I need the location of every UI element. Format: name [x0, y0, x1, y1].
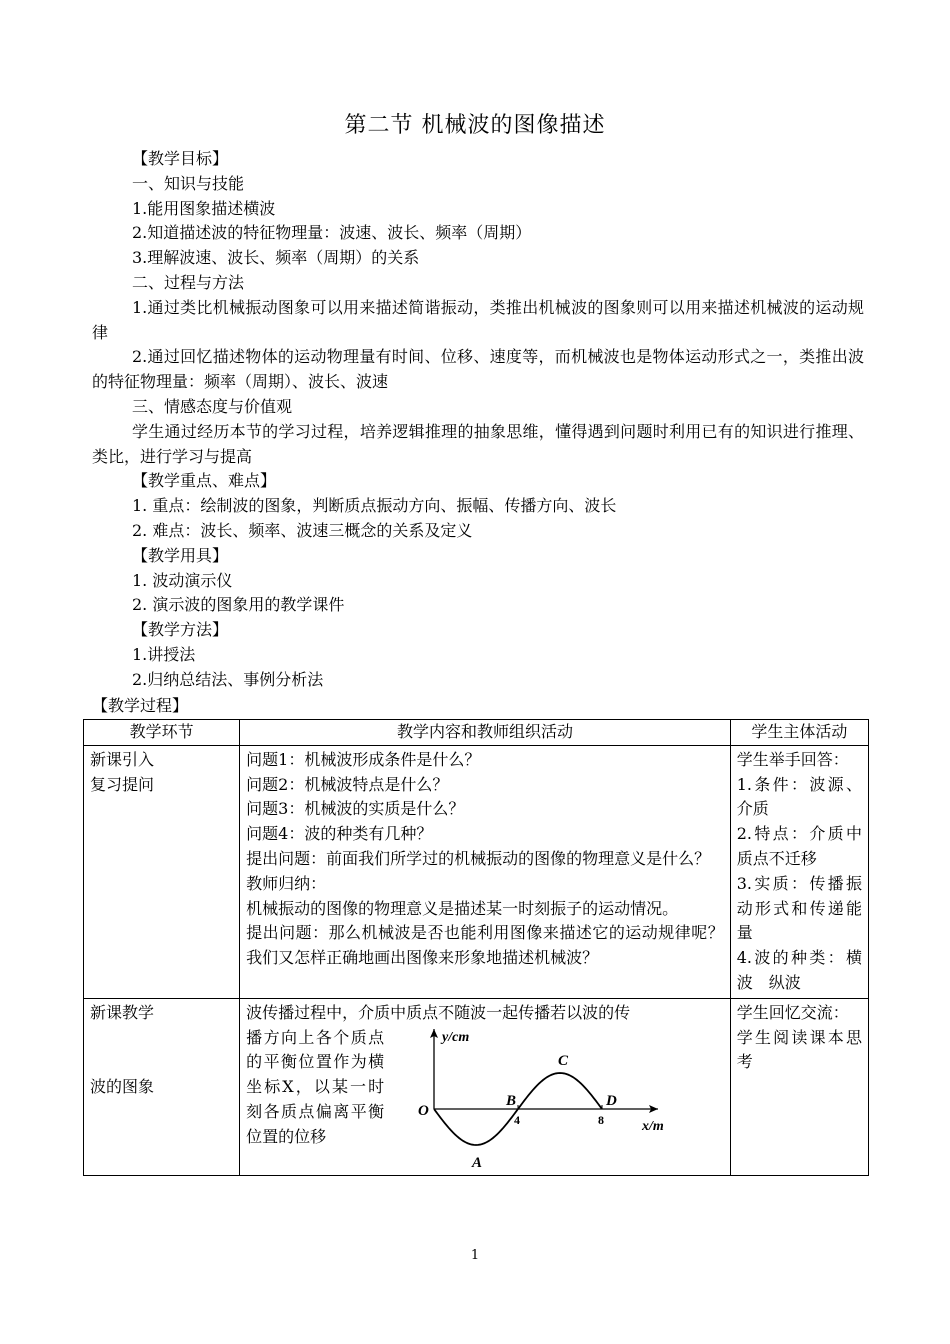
section-heading: 三、情感态度与价值观 [132, 396, 293, 416]
content-line: 提出问题：前面我们所学过的机械振动的图像的物理意义是什么？ [246, 848, 711, 868]
column-header: 教学内容和教师组织活动 [240, 720, 731, 746]
content-line: 问题1：机械波形成条件是什么？ [246, 749, 481, 769]
section-heading: 二、过程与方法 [132, 272, 245, 292]
keypoint-item: 1. 重点：绘制波的图象，判断质点振动方向、振幅、传播方向、波长 [132, 496, 617, 516]
content-line: 机械振动的图像的物理意义是描述某一时刻振子的运动情况。 [246, 898, 679, 918]
stage-label: 新课教学 [90, 1002, 155, 1022]
wave-chart [396, 1021, 696, 1171]
stage-cell [84, 745, 240, 998]
stage-label: 复习提问 [90, 774, 155, 794]
point-label-a: A [472, 1154, 483, 1171]
stage-label: 新课引入 [90, 749, 155, 769]
method-item: 2.归纳总结法、事例分析法 [132, 669, 324, 689]
x-tick-label: 8 [598, 1112, 605, 1127]
student-line: 2.特点：介质中质点不迁移 [736, 824, 862, 868]
student-line: 4.波的种类：横波 纵波 [736, 948, 862, 992]
table-row [84, 745, 869, 998]
content-line: 提出问题：那么机械波是否也能利用图像来描述它的运动规律呢？我们又怎样正确地画出图像来形象地描述机械波？ [246, 923, 724, 968]
page-title: 第二节 机械波的图像描述 [344, 113, 606, 138]
tool-item: 2. 演示波的图象用的教学课件 [132, 595, 345, 615]
wave-section [246, 1001, 724, 1173]
methods-header: 【教学方法】 [132, 620, 229, 640]
objective-item: 1.能用图象描述横波 [132, 198, 276, 218]
table-row [84, 998, 869, 1175]
point-label-b: B [506, 1092, 517, 1109]
process-header: 【教学过程】 [92, 696, 189, 715]
section-heading: 一、知识与技能 [132, 173, 245, 193]
content-line: 波传播过程中，介质中质点不随波一起传播若以波的传 [246, 1002, 631, 1022]
table-header-row [84, 720, 869, 746]
tools-header: 【教学用具】 [132, 545, 229, 565]
y-axis-label: y/cm [442, 1029, 470, 1045]
point-label-d: D [606, 1092, 617, 1109]
student-line: 学生回忆交流： [736, 1002, 849, 1022]
student-cell [730, 998, 868, 1175]
lesson-body [92, 147, 864, 693]
point-label-o: O [418, 1102, 429, 1119]
content-line: 问题3：机械波的实质是什么？ [246, 799, 465, 819]
student-line: 学生阅读课本思考 [736, 1027, 862, 1072]
content-line: 问题4：波的种类有几种？ [246, 824, 433, 844]
objectives-header: 【教学目标】 [132, 149, 229, 168]
keypoints-header: 【教学重点、难点】 [132, 471, 277, 491]
student-line: 3.实质：传播振动形式和传递能量 [736, 873, 862, 943]
tool-item: 1. 波动演示仪 [132, 570, 233, 590]
student-line: 1.条件：波源、介质 [736, 774, 862, 819]
content-text: 播方向上各个质点的平衡位置作为横坐标X，以某一时刻各质点偏离平衡位置的位移 [246, 1027, 385, 1146]
objective-paragraph: 2.通过回忆描述物体的运动物理量有时间、位移、速度等，而机械波也是物体运动形式之一，类推出波的特征物理量：频率（周期）、波长、波速 [92, 347, 864, 392]
x-axis-label: x/m [642, 1118, 664, 1134]
stage-cell [84, 998, 240, 1175]
method-item: 1.讲授法 [132, 644, 196, 664]
x-tick-label: 4 [514, 1112, 521, 1127]
page-number: 1 [470, 1248, 480, 1263]
content-cell [240, 998, 731, 1175]
content-cell [240, 745, 731, 998]
objective-item: 3.理解波速、波长、频率（周期）的关系 [132, 248, 420, 268]
process-table [83, 719, 869, 1176]
content-line: 问题2：机械波特点是什么？ [246, 774, 449, 794]
column-header: 教学环节 [84, 720, 240, 746]
content-line: 教师归纳： [246, 873, 327, 893]
column-header: 学生主体活动 [730, 720, 868, 746]
keypoint-item: 2. 难点：波长、频率、波速三概念的关系及定义 [132, 520, 473, 540]
student-line: 学生举手回答： [736, 749, 849, 769]
student-cell [730, 745, 868, 998]
point-label-c: C [558, 1052, 569, 1069]
objective-paragraph: 学生通过经历本节的学习过程，培养逻辑推理的抽象思维，懂得遇到问题时利用已有的知识进行推理、类比，进行学习与提高 [92, 421, 864, 466]
objective-paragraph: 1.通过类比机械振动图象可以用来描述简谐振动，类推出机械波的图象则可以用来描述机械波的运动规律 [92, 297, 864, 342]
objective-item: 2.知道描述波的特征物理量：波速、波长、频率（周期） [132, 223, 532, 243]
stage-label: 波的图象 [90, 1077, 155, 1097]
